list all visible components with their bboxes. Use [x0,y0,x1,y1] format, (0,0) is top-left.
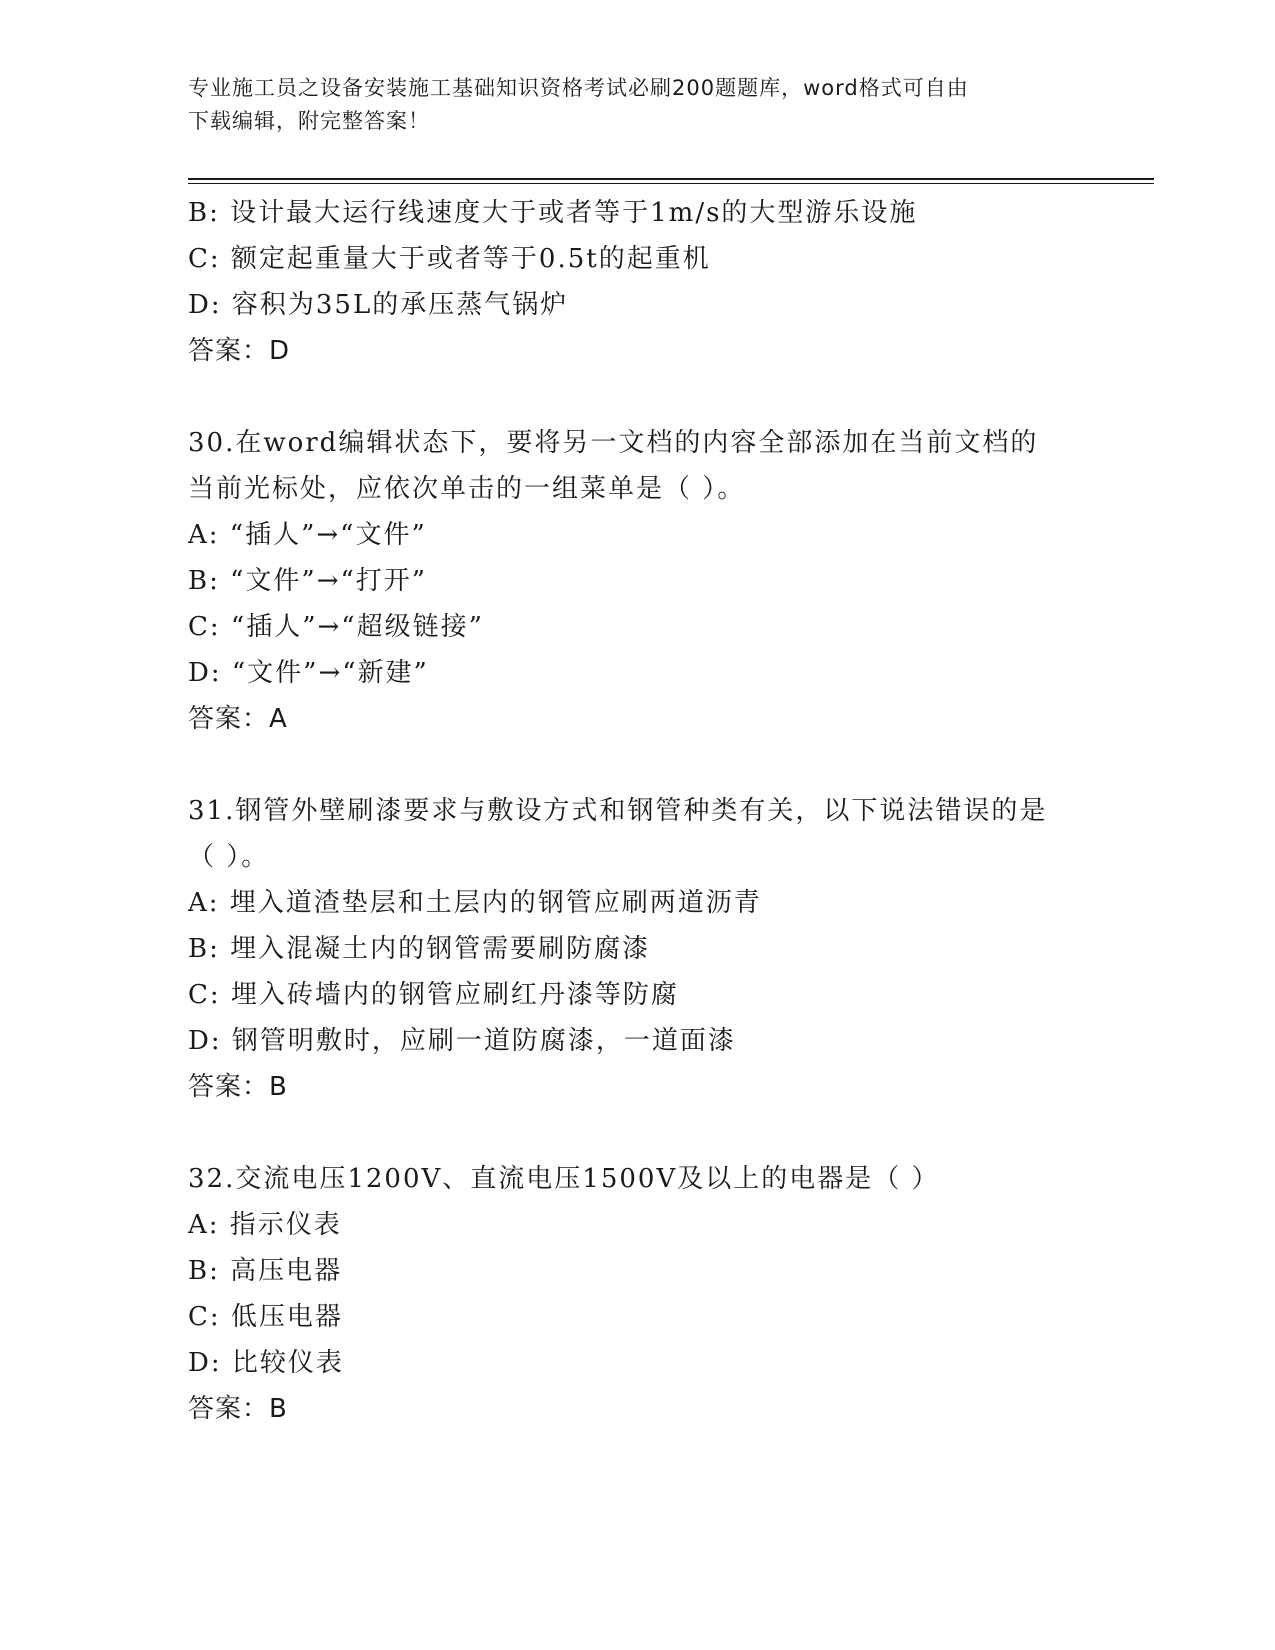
option-a: A: “插人”→“文件” [188,520,427,550]
option-c: C: “插人”→“超级链接” [188,612,484,642]
header-divider-thin [188,183,1154,184]
answer-line: 答案：B [188,1072,288,1102]
option-b: B: “文件”→“打开” [188,566,428,596]
question-stem-line: （ ）。 [188,842,270,872]
question-stem-line: 30.在word编辑状态下，要将另一文档的内容全部添加在当前文档的 [188,428,1039,458]
answer-line: 答案：D [188,336,291,366]
option-d: D: “文件”→“新建” [188,658,429,688]
answer-line: 答案：A [188,704,288,734]
option-c: C: 额定起重量大于或者等于0.5t的起重机 [188,244,711,274]
option-b: B: 埋入混凝土内的钢管需要刷防腐漆 [188,934,651,964]
option-a: A: 埋入道渣垫层和土层内的钢管应刷两道沥青 [188,888,762,918]
option-d: D: 钢管明敷时，应刷一道防腐漆，一道面漆 [188,1026,736,1056]
answer-line: 答案：B [188,1394,288,1424]
question-stem-line: 31.钢管外壁刷漆要求与敷设方式和钢管种类有关，以下说法错误的是 [188,796,1048,826]
option-b: B: 高压电器 [188,1256,343,1286]
question-stem-line: 32.交流电压1200V、直流电压1500V及以上的电器是（ ） [188,1164,940,1194]
header-line-2: 下载编辑，附完整答案！ [188,109,430,133]
question-31 [188,788,1088,1110]
option-d: D: 比较仪表 [188,1348,344,1378]
question-32 [188,1156,1088,1432]
question-30 [188,420,1088,742]
question-list [188,190,1088,1432]
option-b: B: 设计最大运行线速度大于或者等于1m/s的大型游乐设施 [188,198,918,228]
question-29-continued [188,190,1088,374]
header-line-1: 专业施工员之设备安装施工基础知识资格考试必刷200题题库，word格式可自由 [188,76,969,100]
question-stem-line: 当前光标处，应依次单击的一组菜单是（ ）。 [188,474,746,504]
option-d: D: 容积为35L的承压蒸气锅炉 [188,290,569,320]
option-a: A: 指示仪表 [188,1210,342,1240]
document-header [188,72,1088,138]
option-c: C: 低压电器 [188,1302,343,1332]
option-c: C: 埋入砖墙内的钢管应刷红丹漆等防腐 [188,980,679,1010]
header-divider-thick [188,178,1154,180]
